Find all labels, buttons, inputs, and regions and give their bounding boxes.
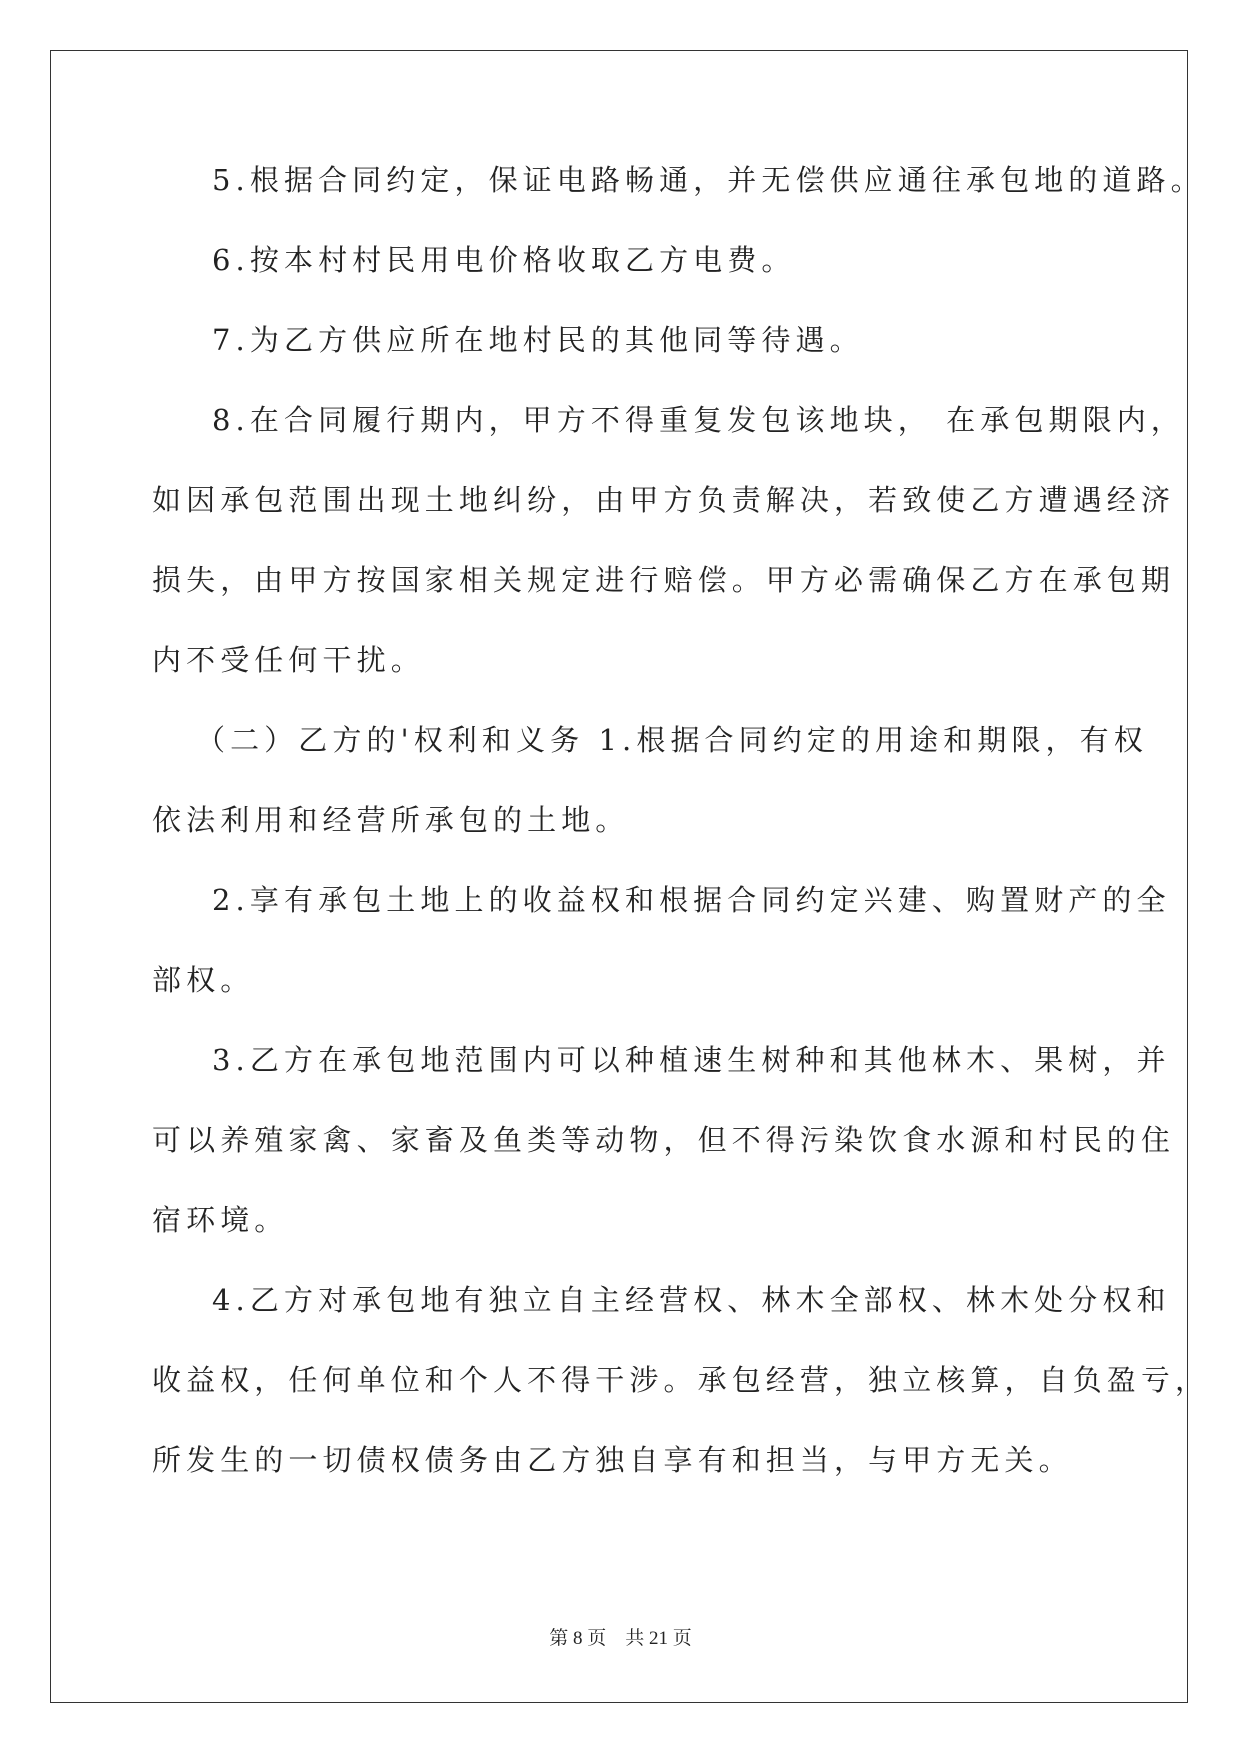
page-number: 第 8 页 xyxy=(549,1628,607,1649)
text-line: 8.在合同履行期内，甲方不得重复发包该地块， 在承包期限内， xyxy=(212,403,1185,437)
text-line: 6.按本村村民用电价格收取乙方电费。 xyxy=(212,243,796,277)
text-line: 损失，由甲方按国家相关规定进行赔偿。甲方必需确保乙方在承包期 xyxy=(152,563,1176,597)
text-line: 收益权，任何单位和个人不得干涉。承包经营，独立核算，自负盈亏， xyxy=(152,1363,1210,1397)
page-footer xyxy=(0,1626,1241,1652)
text-line: 部权。 xyxy=(152,963,255,997)
text-line: 4.乙方对承包地有独立自主经营权、林木全部权、林木处分权和 xyxy=(212,1283,1171,1317)
page-total: 共 21 页 xyxy=(625,1628,692,1649)
text-line: 所发生的一切债权债务由乙方独自享有和担当，与甲方无关。 xyxy=(152,1443,1073,1477)
text-line: 依法利用和经营所承包的土地。 xyxy=(152,803,630,837)
text-line: 5.根据合同约定，保证电路畅通，并无偿供应通往承包地的道路。 xyxy=(212,163,1205,197)
text-line: 内不受任何干扰。 xyxy=(152,643,425,677)
text-line: 2.享有承包土地上的收益权和根据合同约定兴建、购置财产的全 xyxy=(212,883,1171,917)
section-heading-line: （二）乙方的'权利和义务 1.根据合同约定的用途和期限，有权 xyxy=(196,723,1148,757)
text-line: 3.乙方在承包地范围内可以种植速生树种和其他林木、果树，并 xyxy=(212,1043,1171,1077)
text-line: 宿环境。 xyxy=(152,1203,289,1237)
text-line: 可以养殖家禽、家畜及鱼类等动物，但不得污染饮食水源和村民的住 xyxy=(152,1123,1176,1157)
text-line: 如因承包范围出现土地纠纷，由甲方负责解决，若致使乙方遭遇经济 xyxy=(152,483,1176,517)
text-line: 7.为乙方供应所在地村民的其他同等待遇。 xyxy=(212,323,864,357)
